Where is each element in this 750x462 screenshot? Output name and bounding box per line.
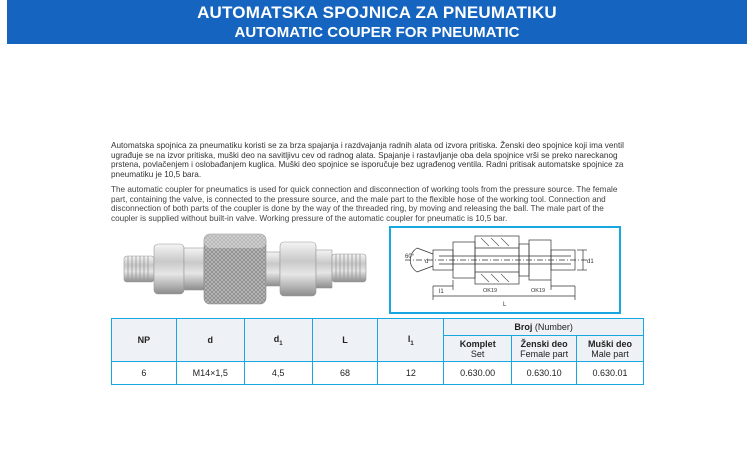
drawing-wrench-label-2: OK19: [531, 288, 546, 294]
header-set: Komplet Set: [444, 336, 512, 362]
technical-drawing: [391, 228, 619, 312]
header-np: NP: [112, 319, 177, 362]
cell-length: 68: [312, 362, 378, 385]
technical-drawing-frame: [389, 226, 621, 314]
title-serbian: AUTOMATSKA SPOJNICA ZA PNEUMATIKU: [197, 3, 557, 22]
drawing-l1-label: l1: [439, 289, 444, 295]
drawing-d1-label: d1: [587, 259, 594, 265]
header-length: L: [312, 319, 378, 362]
cell-d1: 4,5: [244, 362, 312, 385]
header-d1: $d_1$: [244, 319, 312, 362]
cell-l1: 12: [378, 362, 444, 385]
coupler-photo: [118, 226, 373, 308]
drawing-length-label: L: [503, 302, 507, 308]
cell-set: 0.630.00: [444, 362, 512, 385]
page-header: [7, 0, 747, 44]
table-row: [112, 362, 644, 385]
header-d: d: [176, 319, 244, 362]
cell-d: M14×1,5: [176, 362, 244, 385]
cell-np: 6: [112, 362, 177, 385]
drawing-wrench-label-1: OK19: [483, 288, 498, 294]
cell-male-part: 0.630.01: [577, 362, 644, 385]
header-number-group: Broj (Number): [444, 319, 644, 336]
drawing-d-label: d: [425, 259, 429, 265]
description-english: The automatic coupler for pneumatics is used for quick connection and disconnection of working tools from the pressure source. The female part, containing the valve, is connected to the pressure source, and the male part to the flexible hose of the working tool. Connection and disconnection of both parts of the coupler is done by the way of the threaded ring, by moving and releasing the ball. The male part of the coupler is supplied without built-in valve. Working pressure of the automatic coupler for pneumatic is 10,5 bar.: [111, 185, 618, 223]
header-l1: $l_1$: [378, 319, 444, 362]
header-female-part: Ženski deo Female part: [512, 336, 577, 362]
title-english: AUTOMATIC COUPER FOR PNEUMATIC: [234, 24, 520, 41]
description-serbian: Automatska spojnica za pneumatiku koristi se za brza spajanja i razdvajanja radnih alata od izvora pritiska. Ženski deo spojnice koji ima ventil ugrađuje se na izvor pritiska, muški deo na savitljivu cev od radnog alata. Spajanje i rastavljanje oba dela spojnice vrši se preko nareckanog prstena, povlačenjem i oslobađanjem kuglica. Muški deo spojnice se isporučuje bez ugrađenog ventila. Radni pritisak automatske spojnice za pneumatiku je 10,5 bara.: [111, 141, 624, 179]
specification-table: [111, 318, 644, 385]
drawing-angle-label: 60°: [405, 254, 415, 260]
header-male-part: Muški deo Male part: [577, 336, 644, 362]
cell-female-part: 0.630.10: [512, 362, 577, 385]
